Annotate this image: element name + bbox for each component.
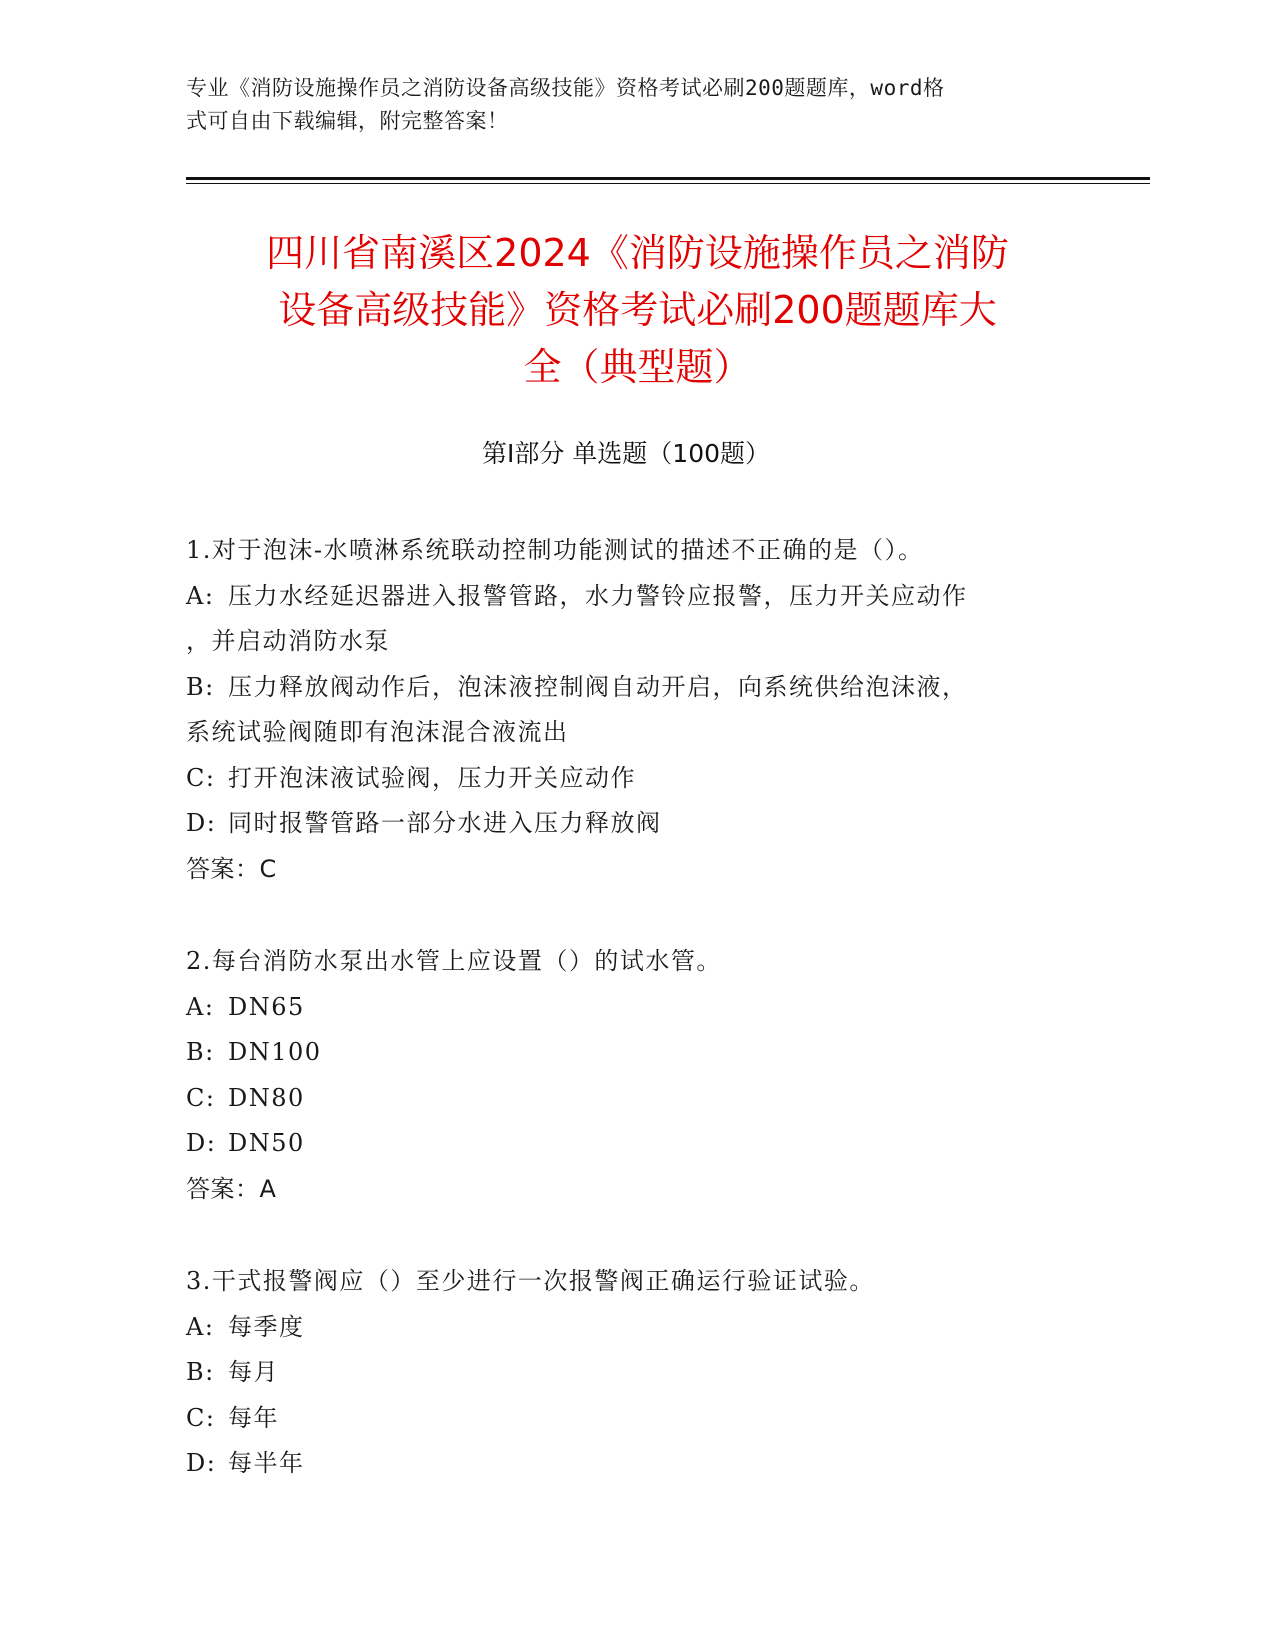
option-text: DN80 [228,1083,305,1112]
option-letter: C: [186,763,216,792]
option-text: DN100 [228,1038,322,1066]
option-letter: C: [186,1083,216,1112]
option-letter: D: [186,809,217,837]
header-note [186,72,1066,138]
header-note-line-2: 式可自由下载编辑，附完整答案！ [186,109,509,133]
option-b [186,665,1076,711]
question-stem: 3.干式报警阀应（）至少进行一次报警阀正确运行验证试验。 [186,1267,875,1295]
option-text: 每月 [228,1358,279,1386]
option-letter: C: [186,1403,216,1432]
option-a [186,985,1076,1031]
title-line-3: 全（典型题） [523,345,752,389]
option-text: DN65 [228,992,305,1021]
title-line-1: 四川省南溪区2024《消防设施操作员之消防 [266,231,1009,275]
option-b [186,1350,1076,1396]
title-line-2: 设备高级技能》资格考试必刷200题题库大 [278,288,997,332]
option-letter: B: [186,672,215,701]
option-letter: A: [186,1312,215,1341]
option-letter: A: [186,581,215,610]
option-d [186,1441,1076,1487]
answer: 答案：A [186,1174,277,1203]
option-a-continuation: ，并启动消防水泵 [186,627,390,655]
header-rule-thick [186,177,1150,180]
option-c [186,1396,1076,1442]
option-text: 每年 [228,1403,279,1432]
option-letter: A: [186,992,215,1021]
option-text: 打开泡沫液试验阀，压力开关应动作 [228,763,636,792]
option-text: 每半年 [228,1449,305,1477]
option-text: 同时报警管路一部分水进入压力释放阀 [228,809,662,837]
question-2 [186,939,1076,1212]
option-text: 压力释放阀动作后，泡沫液控制阀自动开启，向系统供给泡沫液， [228,672,968,701]
header-note-line-1: 专业《消防设施操作员之消防设备高级技能》资格考试必刷200题题库，word格 [186,76,945,100]
question-stem: 2.每台消防水泵出水管上应设置（）的试水管。 [186,947,722,975]
option-letter: B: [186,1358,215,1386]
option-a [186,574,1076,620]
option-letter: B: [186,1038,215,1066]
question-stem: 1.对于泡沫-水喷淋系统联动控制功能测试的描述不正确的是（）。 [186,536,924,564]
document-title [160,225,1115,396]
option-text: 每季度 [228,1312,305,1341]
option-c [186,756,1076,802]
section-heading: 第Ⅰ部分 单选题（100题） [481,439,771,468]
option-letter: D: [186,1449,217,1477]
option-c [186,1076,1076,1122]
option-b [186,1030,1076,1076]
option-d [186,1121,1076,1167]
question-1 [186,528,1076,892]
question-list [186,528,1076,1534]
option-d [186,801,1076,847]
option-text: 压力水经延迟器进入报警管路，水力警铃应报警，压力开关应动作 [228,581,968,610]
option-letter: D: [186,1129,217,1157]
option-a [186,1305,1076,1351]
option-b-continuation: 系统试验阀随即有泡沫混合液流出 [186,718,569,746]
question-3 [186,1259,1076,1487]
header-rule-thin [186,183,1150,184]
option-text: DN50 [228,1129,305,1157]
answer: 答案：C [186,854,277,883]
